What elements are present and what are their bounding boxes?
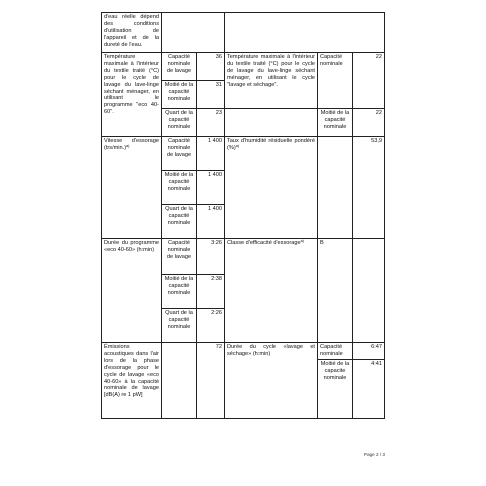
- temp-wash-dry-cond: Moitié de la capacité nominale: [318, 109, 353, 137]
- noise-value: 72: [197, 343, 225, 419]
- duration-cond: Moitié de la capacité nominale: [162, 275, 197, 309]
- duration-cond: Quart de la capacité nominale: [162, 309, 197, 343]
- duration-value: 2:26: [197, 309, 225, 343]
- spin-cond: Quart de la capacité nominale: [162, 205, 197, 239]
- spin-value: 1 400: [197, 171, 225, 205]
- humidity-value: 53,9: [353, 137, 385, 239]
- continued-text: d'eau réelle dépend des conditions d'utilisation de l'appareil et de la dureté de l'eau.: [102, 13, 162, 53]
- spin-cond: Capacité nominale de lavage: [162, 137, 197, 171]
- wash-dry-duration-cond: Moitié de la capacite nominale: [318, 359, 353, 418]
- footnote-marker: a): [235, 143, 240, 148]
- temp-wash-cond: Capacité nominale de lavage: [162, 53, 197, 81]
- page-number: Page 2 / 3: [364, 452, 385, 457]
- table-row: [102, 239, 385, 275]
- specs-table: [101, 12, 385, 419]
- temp-wash-cond: Moitié de la capacité nominale: [162, 81, 197, 109]
- spin-value: 1 400: [197, 205, 225, 239]
- temp-wash-value: 36: [197, 53, 225, 81]
- duration-value: 3:26: [197, 239, 225, 275]
- table-row: [102, 343, 385, 360]
- wash-dry-duration-value: 6:47: [353, 343, 385, 360]
- temp-wash-dry-label: Température maximale à l'intérieur du textile traité (°C) pour le cycle de lavage du lave-linge séchant ménager, en utilisant le cycle "lavage et séchage".: [225, 53, 318, 109]
- wash-dry-duration-cond: Capacité nominale: [318, 343, 353, 360]
- table-row: [102, 53, 385, 81]
- footnote-marker: a): [300, 239, 304, 243]
- humidity-label: Taux d'humidité résiduelle pondéré (%)$^{a)}$: [225, 137, 318, 239]
- table-row: [102, 13, 385, 53]
- temp-wash-dry-value: 22: [353, 53, 385, 109]
- duration-label: Durée du programme «eco 40-60» (h:min): [102, 239, 162, 343]
- temp-wash-cond: Quart de la capacité nominale: [162, 109, 197, 137]
- duration-value: 2:38: [197, 275, 225, 309]
- spin-value: 1 400: [197, 137, 225, 171]
- temp-wash-dry-value: 22: [353, 109, 385, 137]
- wash-dry-duration-value: 4:41: [353, 359, 385, 418]
- table-row: [102, 137, 385, 171]
- duration-cond: Capacité nominale de lavage: [162, 239, 197, 275]
- wash-dry-duration-label: Durée du cycle «lavage et séchage» (h:min): [225, 343, 318, 419]
- spin-label: Vitesse d'essorage $(trs/\min.)^{a)}$: [102, 137, 162, 239]
- footnote-marker: a): [126, 143, 130, 148]
- temp-wash-label: Température maximale à l'intérieur du textile traité (°C) pour le cycle de lavage du lave-linge séchant ménager, en utilisant le programme "eco 40-60".: [102, 53, 162, 137]
- spin-cond: Moitié de la capacité nominale: [162, 171, 197, 205]
- temp-wash-value: 23: [197, 109, 225, 137]
- spin-class-label: Classe d'efficacité d'essorage$^{a)}$: [225, 239, 318, 343]
- temp-wash-dry-cond: Capacité nominale: [318, 53, 353, 109]
- temp-wash-value: 31: [197, 81, 225, 109]
- spin-class-value: B: [318, 239, 353, 343]
- noise-label: Émissions acoustiques dans l'air lors de la phase d'essorage pour le cycle de lavage «eco 40-60» à la capacité nominale de lavage [dB(A) re 1 pW]: [102, 343, 162, 419]
